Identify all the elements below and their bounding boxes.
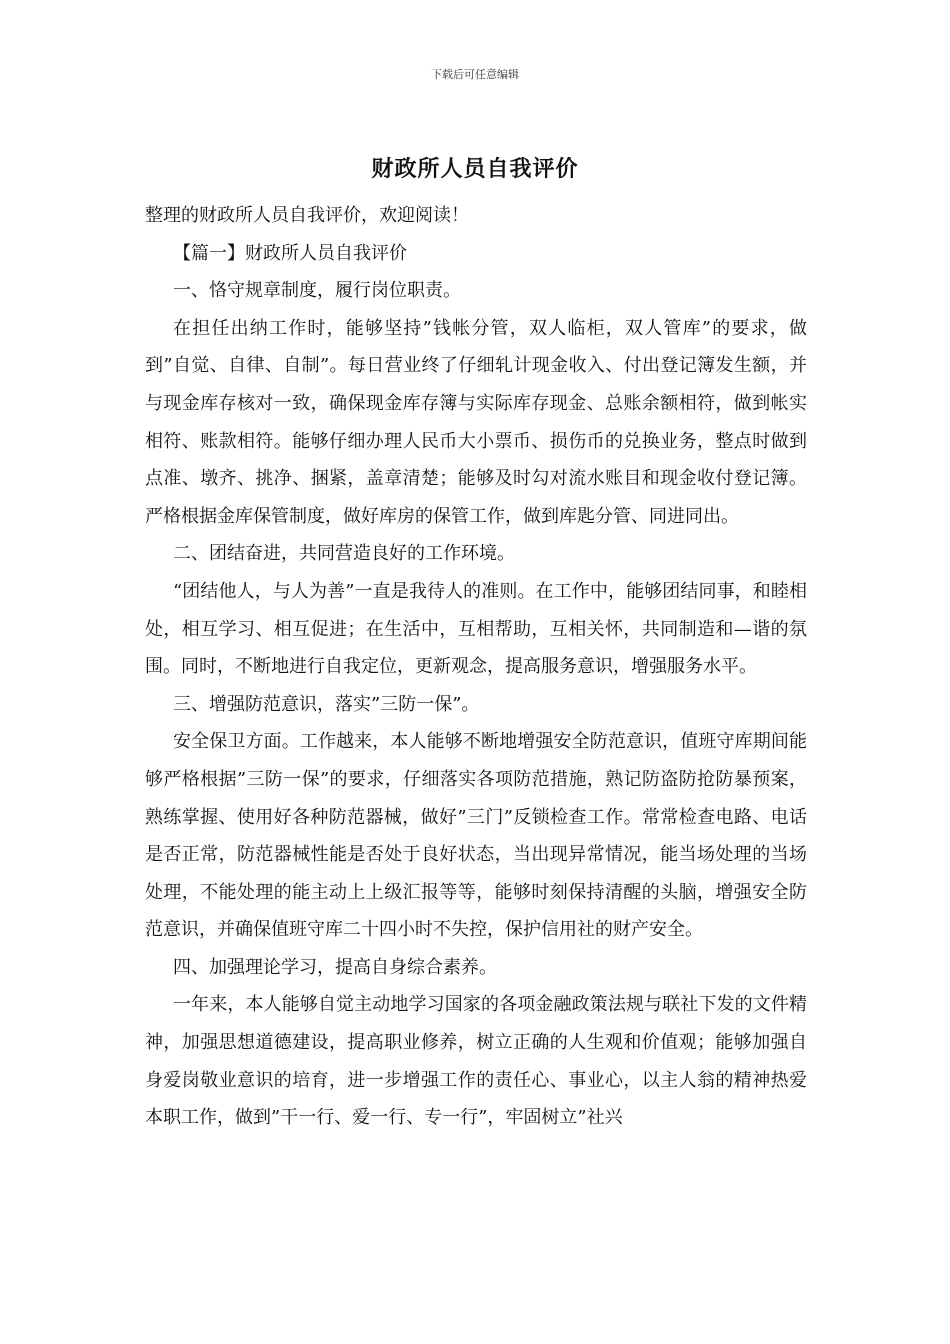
subheading-2: 二、团结奋进，共同营造良好的工作环境。 (173, 543, 515, 565)
subheading-3: 三、增强防范意识，落实”三防一保”。 (173, 693, 480, 715)
document-title: 财政所人员自我评价 (371, 156, 579, 182)
body-paragraph-1: 在担任出纳工作时，能够坚持”钱帐分管，双人临柜，双人管库”的要求，做到”自觉、自律、自制”。每日营业终了仔细轧计现金收入、付出登记簿发生额，并与现金库存核对一致，确保现金库存簿与实际库存现金、总账余额相符，做到帐实相符、账款相符。能够仔细办理人民币大小票币、损伤币的兑换业务，整点时做到点准、墩齐、挑净、捆紧，盖章清楚；能够及时勾对流水账目和现金收付登记簿。严格根据金库保管制度，做好库房的保管工作，做到库匙分管、同进同出。 (145, 317, 807, 527)
body-paragraph-4: 一年来，本人能够自觉主动地学习国家的各项金融政策法规与联社下发的文件精神，加强思想道德建设，提高职业修养，树立正确的人生观和价值观；能够加强自身爱岗敬业意识的培育，进一步增强工作的责任心、事业心，以主人翁的精神热爱本职工作，做到”干一行、爱一行、专一行”，牢固树立”社兴 (145, 994, 807, 1129)
body-paragraph-3: 安全保卫方面。工作越来，本人能够不断地增强安全防范意识，值班守库期间能够严格根据”三防一保”的要求，仔细落实各项防范措施，熟记防盗防抢防暴预案，熟练掌握、使用好各种防范器械，做好”三门”反锁检查工作。常常检查电路、电话是否正常，防范器械性能是否处于良好状态，当出现异常情况，能当场处理的当场处理，不能处理的能主动上上级汇报等等，能够时刻保持清醒的头脑，增强安全防范意识，并确保值班守库二十四小时不失控，保护信用社的财产安全。 (145, 731, 807, 941)
subheading-1: 一、恪守规章制度，履行岗位职责。 (173, 280, 461, 302)
document-body (145, 197, 807, 1137)
subheading-4: 四、加强理论学习，提高自身综合素养。 (173, 956, 497, 978)
header-note: 下载后可任意编辑 (431, 68, 519, 81)
intro-paragraph: 整理的财政所人员自我评价，欢迎阅读！ (145, 205, 469, 226)
section-heading: 【篇一】财政所人员自我评价 (173, 242, 407, 264)
body-paragraph-2: “团结他人，与人为善”一直是我待人的准则。在工作中，能够团结同事，和睦相处，相互学习、相互促进；在生活中，互相帮助，互相关怀，共同制造和—谐的氛围。同时，不断地进行自我定位，更新观念，提高服务意识，增强服务水平。 (145, 580, 807, 678)
